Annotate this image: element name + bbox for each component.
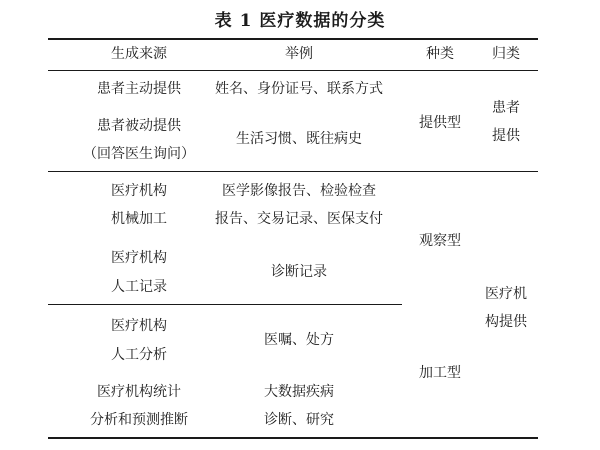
type-cell: 提供型 — [419, 115, 461, 131]
table-caption: 表 1 医疗数据的分类 — [214, 11, 386, 31]
type-cell: 加工型 — [419, 365, 461, 381]
header-rule — [48, 70, 538, 71]
example-cell: 医学影像报告、检验检查 — [222, 183, 376, 199]
header-category: 归类 — [492, 46, 520, 62]
category-cell: 医疗机 — [485, 286, 527, 302]
example-cell: 医嘱、处方 — [264, 332, 334, 348]
source-cell: 机械加工 — [111, 211, 167, 227]
example-cell: 姓名、身份证号、联系方式 — [215, 81, 383, 97]
header-type: 种类 — [426, 46, 454, 62]
example-cell: 报告、交易记录、医保支付 — [215, 211, 383, 227]
source-cell: 医疗机构 — [111, 250, 167, 266]
source-cell: 医疗机构统计 — [97, 384, 181, 400]
source-cell: 人工分析 — [111, 347, 167, 363]
type-cell: 观察型 — [419, 233, 461, 249]
example-cell: 生活习惯、既往病史 — [236, 131, 362, 147]
top-rule — [48, 38, 538, 40]
example-cell: 大数据疾病 — [264, 384, 334, 400]
example-cell: 诊断、研究 — [264, 412, 334, 428]
header-example: 举例 — [285, 46, 313, 62]
source-cell: 医疗机构 — [111, 318, 167, 334]
section-divider — [48, 171, 538, 172]
source-cell: （回答医生询问） — [83, 146, 195, 162]
header-source: 生成来源 — [111, 46, 167, 62]
example-cell: 诊断记录 — [271, 264, 327, 280]
sub-section-divider — [48, 304, 402, 305]
category-cell: 构提供 — [485, 314, 527, 330]
source-cell: 患者被动提供 — [97, 118, 181, 134]
source-cell: 人工记录 — [111, 279, 167, 295]
category-cell: 提供 — [492, 128, 520, 144]
category-cell: 患者 — [492, 100, 520, 116]
source-cell: 医疗机构 — [111, 183, 167, 199]
bottom-rule — [48, 437, 538, 439]
source-cell: 患者主动提供 — [97, 81, 181, 97]
source-cell: 分析和预测推断 — [90, 412, 188, 428]
